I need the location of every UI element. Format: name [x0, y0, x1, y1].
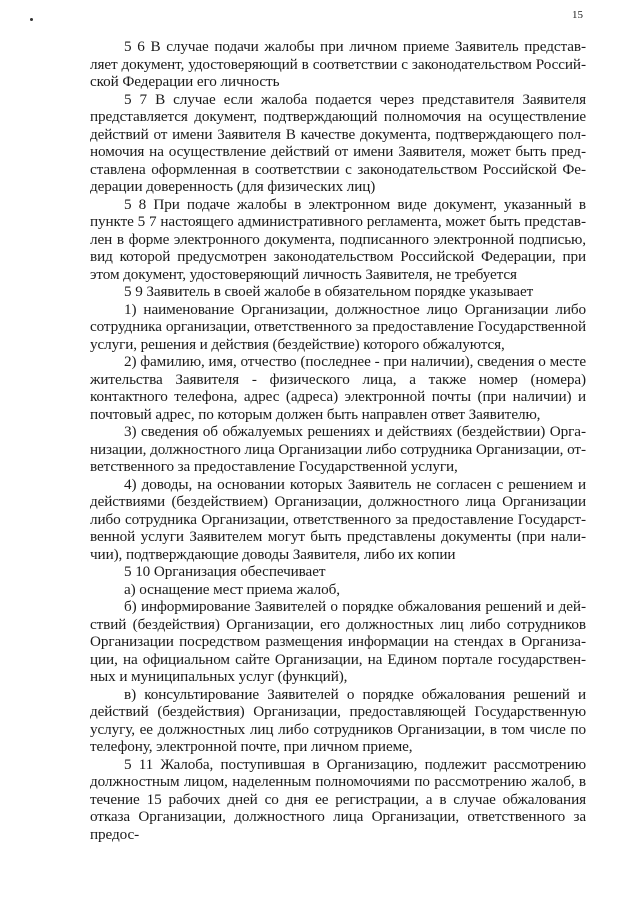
paragraph-5-8: 5 8 При подаче жалобы в электронном виде документ, указанный в пункте 5 7 настоящего административного регламента, может быть представлен в форме электронного документа, подписанного электронной подписью, вид которой предусмотрен законодательством Российской Федерации, при этом документ, удостоверяющий личность Заявителя, не требуется	[90, 195, 586, 283]
list-item-3: 3) сведения об обжалуемых решениях и действиях (бездействии) Организации, должностного лица Организации либо сотрудника Организации, ответственного за предоставление Государственной услуги,	[90, 423, 586, 475]
document-body	[90, 38, 586, 843]
scan-speck	[30, 18, 33, 21]
paragraph-5-9: 5 9 Заявитель в своей жалобе в обязательном порядке указывает	[124, 283, 534, 300]
list-item-v: в) консультирование Заявителей о порядке обжалования решений и действий (бездействия) Организации, предоставляющей Государственную услугу, ее должностных лиц либо сотрудников Организации, в том числе по телефону, электронной почте, при личном приеме,	[90, 685, 586, 755]
paragraph-5-10: 5 10 Организация обеспечивает	[124, 563, 326, 580]
list-item-2: 2) фамилию, имя, отчество (последнее - при наличии), сведения о месте жительства Заявителя - физического лица, а также номер (номера) контактного телефона, адрес (адреса) электронной почты (при наличии) и почтовый адрес, по которым должен быть направлен ответ Заявителю,	[90, 353, 586, 423]
paragraph-5-6: 5 6 В случае подачи жалобы при личном приеме Заявитель представляет документ, удостоверяющий в соответствии с законодательством Российской Федерации его личность	[90, 38, 586, 90]
list-item-1: 1) наименование Организации, должностное лицо Организации либо сотрудника организации, ответственного за предоставление Государственной услуги, решения и действия (бездействие) которого обжалуются,	[90, 300, 586, 353]
page-number: 15	[572, 9, 583, 21]
paragraph-5-11: 5 11 Жалоба, поступившая в Организацию, подлежит рассмотрению должностным лицом, наделенным полномочиями по рассмотрению жалоб, в течение 15 рабочих дней со дня ее регистрации, а в случае обжалования отказа Организации, должностного лица Организации, ответственного за предос-	[90, 755, 586, 843]
list-item-4: 4) доводы, на основании которых Заявитель не согласен с решением и действиями (бездействием) Организации, должностного лица Организации либо сотрудника Организации, ответственного за предоставление Государственной услуги Заявителем могут быть представлены документы (при наличии), подтверждающие доводы Заявителя, либо их копии	[90, 475, 586, 563]
list-item-b: б) информирование Заявителей о порядке обжалования решений и действий (бездействия) Организации, его должностных лиц либо сотрудников Организации посредством размещения информации на стендах в Организации, на официальном сайте Организации, на Едином портале государственных и муниципальных услуг (функций),	[90, 598, 586, 685]
list-item-a: а) оснащение мест приема жалоб,	[124, 580, 340, 598]
paragraph-5-7: 5 7 В случае если жалоба подается через представителя Заявителя представляется документ, подтверждающий полномочия на осуществление действий от имени Заявителя В качестве документа, подтверждающего полномочия на осуществление действий от имени Заявителя, может быть представлена оформленная в соответствии с законодательством Российской Федерации доверенность (для физических лиц)	[90, 90, 586, 195]
